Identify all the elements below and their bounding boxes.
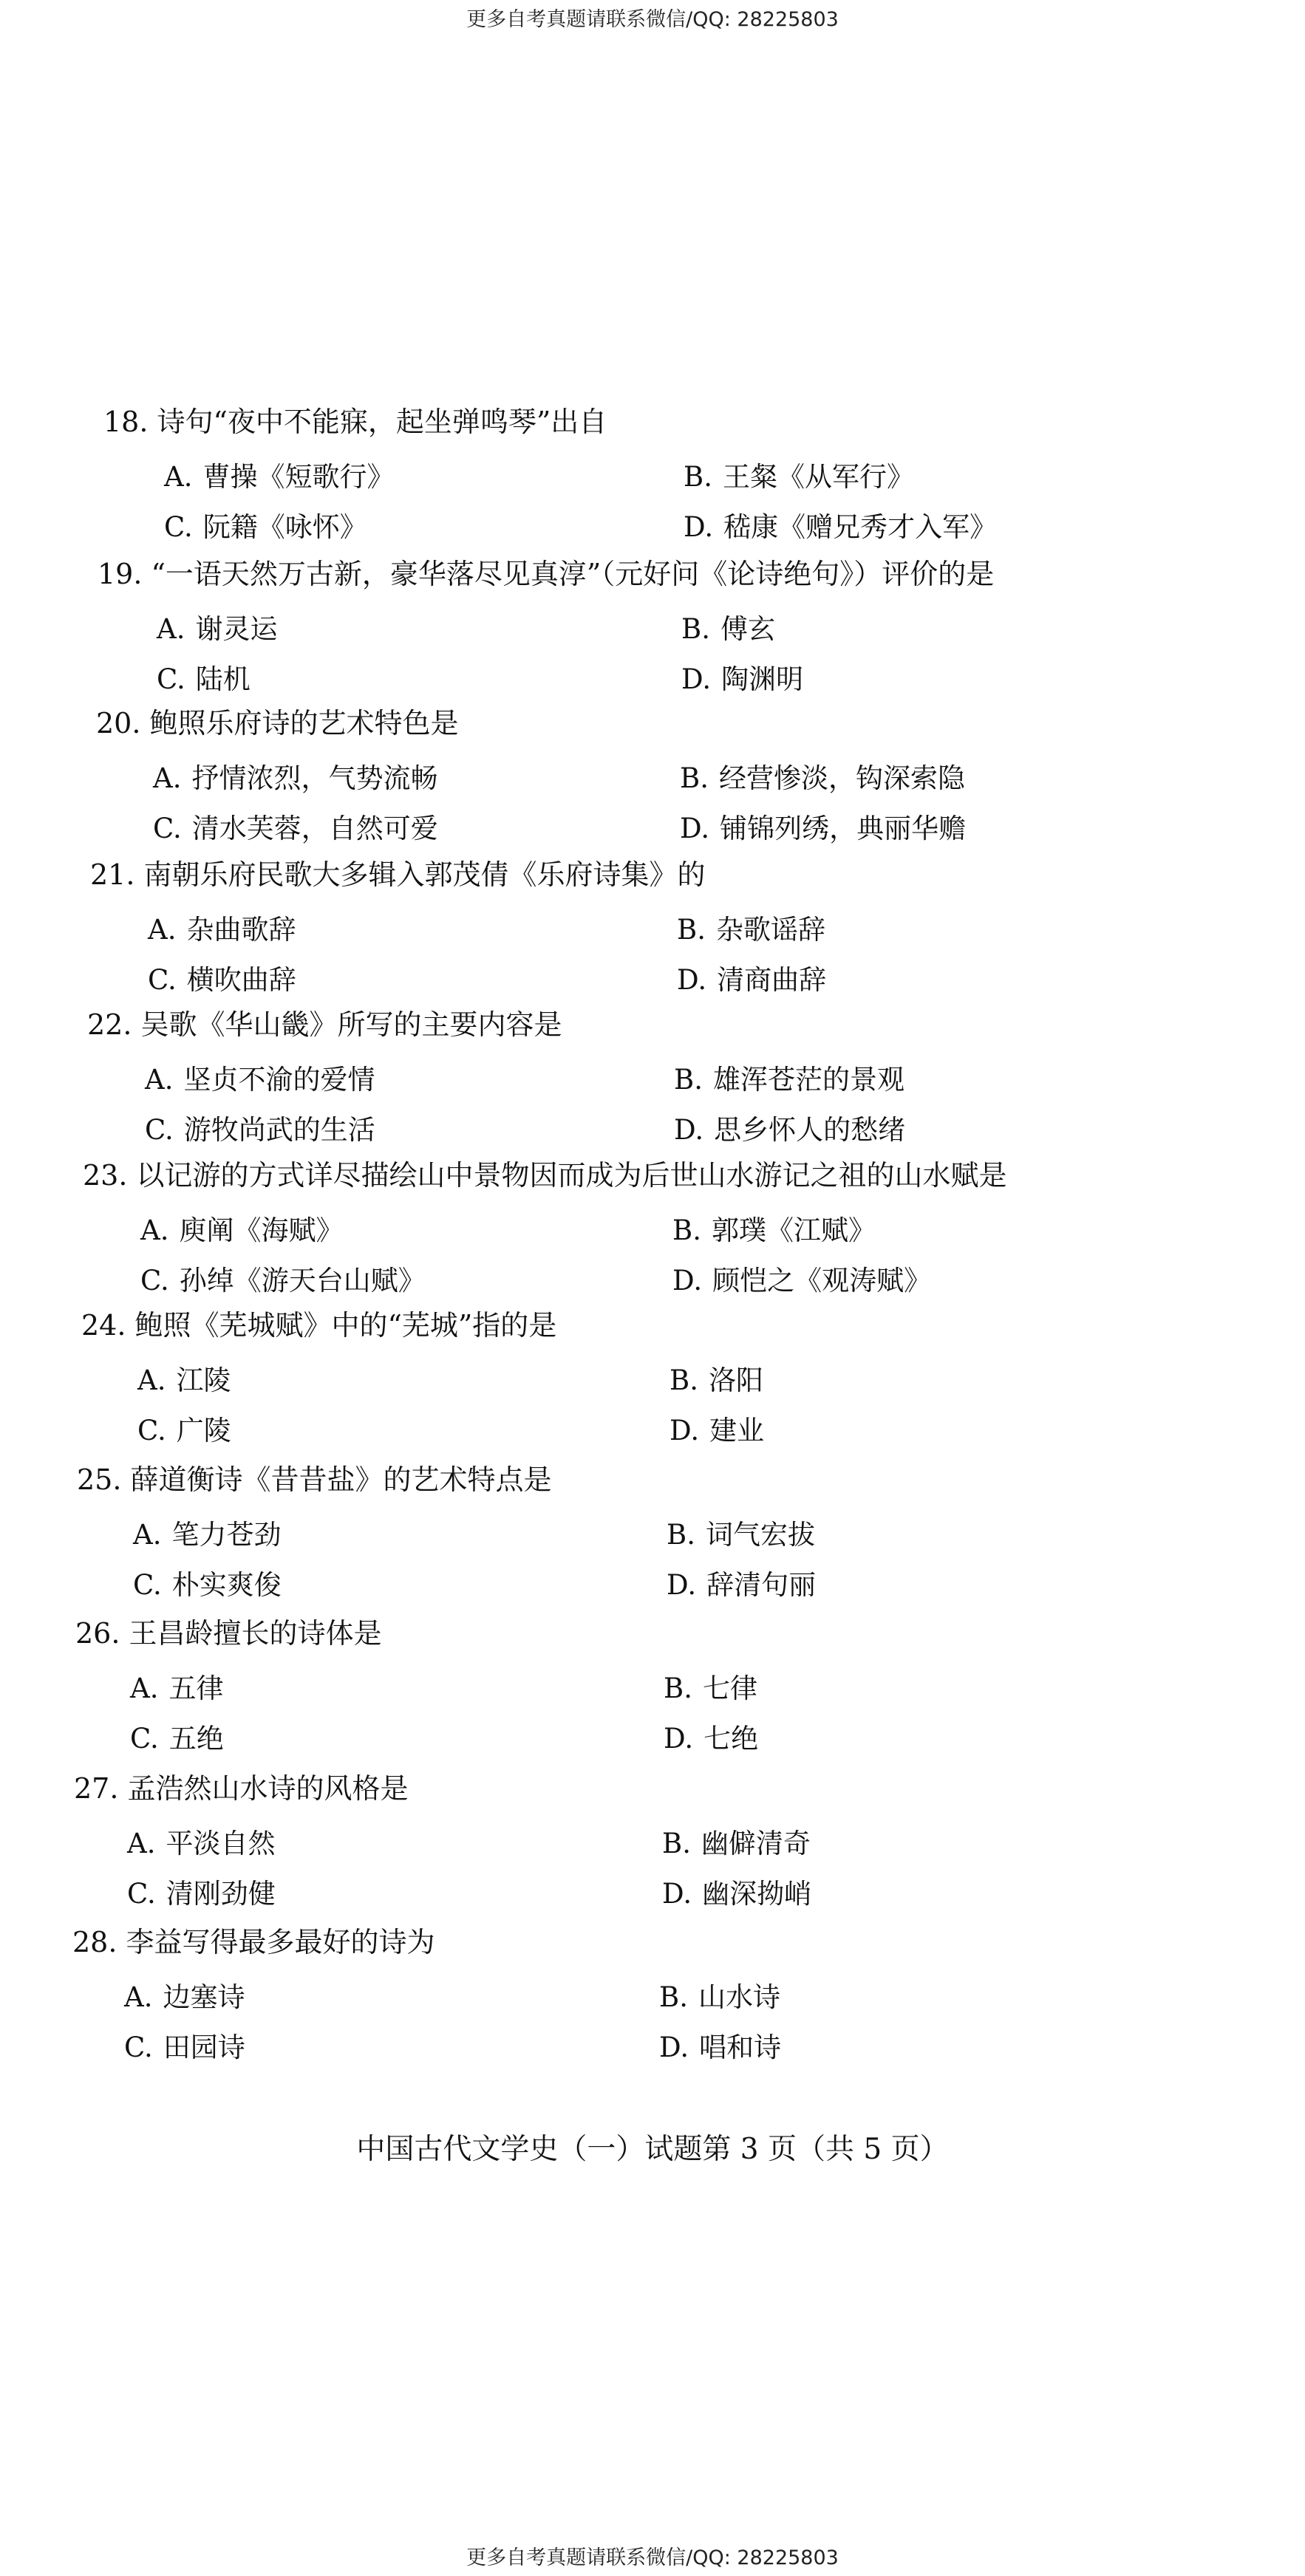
header-banner: 更多自考真题请联系微信/QQ: 28225803 bbox=[466, 8, 839, 31]
option-c bbox=[164, 513, 367, 541]
option-text: 雄浑苍茫的景观 bbox=[712, 1064, 904, 1096]
option-letter: B. bbox=[680, 762, 709, 794]
option-text: 孙绰《游天台山赋》 bbox=[179, 1265, 426, 1296]
option-text: 杂曲歌辞 bbox=[186, 914, 296, 946]
option-text: 边塞诗 bbox=[163, 1981, 245, 2013]
question-number: 19. bbox=[98, 558, 143, 590]
option-d bbox=[669, 1417, 764, 1444]
question-text: 鲍照乐府诗的艺术特色是 bbox=[149, 707, 459, 739]
option-letter: D. bbox=[684, 511, 714, 543]
option-text: 抒情浓烈，气势流畅 bbox=[191, 762, 438, 794]
option-letter: A. bbox=[153, 762, 182, 794]
option-letter: D. bbox=[659, 2032, 689, 2063]
option-c bbox=[127, 1878, 276, 1910]
question-number: 22. bbox=[87, 1008, 132, 1041]
option-text: 江陵 bbox=[176, 1364, 231, 1396]
option-letter: C. bbox=[127, 1878, 156, 1910]
option-letter: A. bbox=[157, 613, 185, 645]
option-a bbox=[164, 463, 394, 491]
option-text: 幽深拗峭 bbox=[702, 1878, 812, 1910]
option-d bbox=[659, 2034, 781, 2061]
option-text: 词气宏拔 bbox=[705, 1519, 815, 1551]
question-stem bbox=[98, 560, 994, 588]
option-letter: C. bbox=[164, 511, 193, 543]
option-a bbox=[127, 1830, 275, 1857]
option-text: 清刚劲健 bbox=[166, 1878, 276, 1910]
option-text: 杂歌谣辞 bbox=[715, 914, 825, 946]
question-number: 26. bbox=[75, 1617, 120, 1650]
option-text: 洛阳 bbox=[708, 1364, 763, 1396]
option-text: 平淡自然 bbox=[166, 1828, 276, 1859]
option-b bbox=[667, 1519, 815, 1551]
option-text: 七绝 bbox=[703, 1723, 759, 1755]
option-letter: C. bbox=[145, 1114, 174, 1146]
option-letter: D. bbox=[662, 1878, 692, 1910]
question-text: 诗句“夜中不能寐，起坐弹鸣琴”出自 bbox=[157, 406, 607, 438]
option-letter: A. bbox=[145, 1064, 174, 1096]
question-number: 27. bbox=[74, 1772, 119, 1805]
question-stem bbox=[96, 709, 458, 737]
option-text: 唱和诗 bbox=[699, 2032, 782, 2063]
question-text: 以记游的方式详尽描绘山中景物因而成为后世山水游记之祖的山水赋是 bbox=[136, 1159, 1007, 1192]
question-number: 21. bbox=[90, 858, 135, 891]
option-a bbox=[145, 1064, 375, 1096]
option-letter: B. bbox=[674, 1064, 703, 1096]
option-c bbox=[133, 1571, 282, 1599]
option-text: 五绝 bbox=[168, 1723, 224, 1755]
option-letter: D. bbox=[664, 1723, 694, 1755]
option-text: 陆机 bbox=[195, 663, 251, 695]
option-letter: A. bbox=[133, 1519, 162, 1551]
option-b bbox=[684, 463, 914, 491]
option-text: 曹操《短歌行》 bbox=[202, 461, 395, 493]
option-d bbox=[667, 1571, 816, 1599]
option-c bbox=[137, 1417, 231, 1444]
option-letter: D. bbox=[669, 1415, 700, 1446]
question-text: 薛道衡诗《昔昔盐》的艺术特点是 bbox=[130, 1463, 552, 1496]
option-letter: A. bbox=[137, 1364, 166, 1396]
option-letter: C. bbox=[140, 1265, 169, 1296]
option-text: 田园诗 bbox=[163, 2032, 245, 2063]
option-letter: C. bbox=[133, 1569, 162, 1601]
question-number: 18. bbox=[103, 406, 149, 438]
question-text: 鲍照《芜城赋》中的“芜城”指的是 bbox=[134, 1309, 557, 1342]
option-d bbox=[684, 513, 997, 541]
option-letter: B. bbox=[677, 914, 706, 946]
option-c bbox=[153, 815, 438, 842]
option-letter: B. bbox=[662, 1828, 691, 1859]
option-text: 经营惨淡，钩深索隐 bbox=[718, 762, 965, 794]
question-text: “一语天然万古新，豪华落尽见真淳”（元好问《论诗绝句》）评价的是 bbox=[151, 558, 995, 590]
option-c bbox=[145, 1116, 375, 1144]
option-letter: D. bbox=[672, 1265, 703, 1296]
option-letter: B. bbox=[667, 1519, 695, 1551]
option-a bbox=[140, 1214, 344, 1246]
question-number: 25. bbox=[77, 1463, 122, 1496]
question-text: 孟浩然山水诗的风格是 bbox=[127, 1772, 409, 1805]
option-a bbox=[153, 762, 438, 794]
question-stem bbox=[74, 1774, 408, 1803]
question-stem bbox=[90, 858, 706, 891]
question-stem bbox=[72, 1928, 435, 1956]
option-b bbox=[662, 1830, 811, 1857]
option-b bbox=[669, 1364, 763, 1396]
option-text: 顾恺之《观涛赋》 bbox=[712, 1265, 932, 1296]
option-letter: D. bbox=[680, 813, 710, 844]
option-letter: A. bbox=[148, 914, 177, 946]
option-letter: D. bbox=[667, 1569, 697, 1601]
option-letter: B. bbox=[659, 1981, 688, 2013]
question-stem bbox=[77, 1463, 552, 1496]
option-text: 辞清句丽 bbox=[706, 1569, 817, 1601]
question-stem bbox=[83, 1159, 1007, 1192]
option-letter: B. bbox=[672, 1214, 701, 1246]
option-text: 阮籍《咏怀》 bbox=[202, 511, 367, 543]
option-text: 七律 bbox=[702, 1673, 757, 1704]
question-text: 王昌龄擅长的诗体是 bbox=[129, 1617, 382, 1650]
footer-banner: 更多自考真题请联系微信/QQ: 28225803 bbox=[466, 2546, 839, 2569]
option-letter: A. bbox=[130, 1673, 159, 1704]
option-text: 笔力苍劲 bbox=[171, 1519, 282, 1551]
option-c bbox=[140, 1267, 426, 1294]
question-stem bbox=[81, 1309, 557, 1342]
option-letter: C. bbox=[130, 1723, 159, 1755]
option-b bbox=[664, 1675, 757, 1702]
option-letter: D. bbox=[681, 663, 712, 695]
option-letter: B. bbox=[681, 613, 710, 645]
option-letter: C. bbox=[137, 1415, 166, 1446]
question-number: 20. bbox=[96, 707, 141, 739]
option-b bbox=[681, 615, 775, 643]
option-c bbox=[130, 1723, 224, 1755]
option-a bbox=[157, 615, 277, 643]
option-d bbox=[674, 1116, 905, 1144]
option-b bbox=[680, 762, 965, 794]
option-b bbox=[677, 914, 825, 946]
option-text: 思乡怀人的愁绪 bbox=[714, 1114, 906, 1146]
option-letter: C. bbox=[124, 2032, 153, 2063]
option-b bbox=[674, 1064, 904, 1096]
option-letter: A. bbox=[127, 1828, 156, 1859]
question-number: 24. bbox=[81, 1309, 126, 1342]
option-d bbox=[664, 1723, 759, 1755]
option-text: 幽僻清奇 bbox=[701, 1828, 811, 1859]
option-a bbox=[124, 1981, 245, 2013]
option-a bbox=[130, 1675, 223, 1702]
option-text: 清水芙蓉，自然可爱 bbox=[191, 813, 438, 844]
option-a bbox=[133, 1519, 282, 1551]
option-letter: B. bbox=[669, 1364, 698, 1396]
option-d bbox=[662, 1878, 812, 1910]
option-a bbox=[137, 1364, 231, 1396]
option-letter: B. bbox=[664, 1673, 692, 1704]
option-d bbox=[681, 663, 804, 695]
option-letter: A. bbox=[164, 461, 193, 493]
option-letter: C. bbox=[148, 964, 177, 996]
option-b bbox=[659, 1981, 780, 2013]
option-text: 建业 bbox=[709, 1415, 765, 1446]
option-letter: D. bbox=[677, 964, 707, 996]
page-footer: 中国古代文学史（一）试题第 3 页（共 5 页） bbox=[356, 2133, 949, 2166]
question-text: 李益写得最多最好的诗为 bbox=[126, 1926, 435, 1958]
option-text: 广陵 bbox=[176, 1415, 231, 1446]
option-letter: C. bbox=[157, 663, 185, 695]
option-text: 坚贞不渝的爱情 bbox=[183, 1064, 375, 1096]
option-letter: D. bbox=[674, 1114, 704, 1146]
question-number: 28. bbox=[72, 1926, 117, 1958]
option-text: 庾阐《海赋》 bbox=[179, 1214, 344, 1246]
option-letter: A. bbox=[140, 1214, 169, 1246]
option-b bbox=[672, 1214, 876, 1246]
option-text: 谢灵运 bbox=[195, 613, 278, 645]
option-c bbox=[157, 663, 251, 695]
option-letter: C. bbox=[153, 813, 182, 844]
option-text: 游牧尚武的生活 bbox=[183, 1114, 375, 1146]
option-text: 五律 bbox=[168, 1673, 224, 1704]
question-number: 23. bbox=[83, 1159, 128, 1192]
option-a bbox=[148, 914, 296, 946]
option-text: 傅玄 bbox=[720, 613, 775, 645]
option-letter: A. bbox=[124, 1981, 153, 2013]
option-text: 陶渊明 bbox=[721, 663, 804, 695]
option-text: 清商曲辞 bbox=[717, 964, 827, 996]
option-d bbox=[680, 815, 966, 842]
option-text: 嵇康《赠兄秀才入军》 bbox=[723, 511, 998, 543]
question-text: 南朝乐府民歌大多辑入郭茂倩《乐府诗集》的 bbox=[143, 858, 706, 891]
option-text: 横吹曲辞 bbox=[186, 964, 296, 996]
option-letter: B. bbox=[684, 461, 712, 493]
question-stem bbox=[103, 408, 607, 436]
question-text: 吴歌《华山畿》所写的主要内容是 bbox=[140, 1008, 562, 1041]
option-d bbox=[672, 1267, 931, 1294]
option-c bbox=[124, 2034, 245, 2061]
option-text: 郭璞《江赋》 bbox=[711, 1214, 876, 1246]
option-text: 朴实爽俊 bbox=[171, 1569, 282, 1601]
option-c bbox=[148, 966, 296, 994]
option-d bbox=[677, 966, 826, 994]
option-text: 王粲《从军行》 bbox=[722, 461, 914, 493]
question-stem bbox=[87, 1008, 562, 1041]
option-text: 铺锦列绣，典丽华赡 bbox=[720, 813, 967, 844]
option-text: 山水诗 bbox=[698, 1981, 780, 2013]
question-stem bbox=[75, 1617, 382, 1650]
